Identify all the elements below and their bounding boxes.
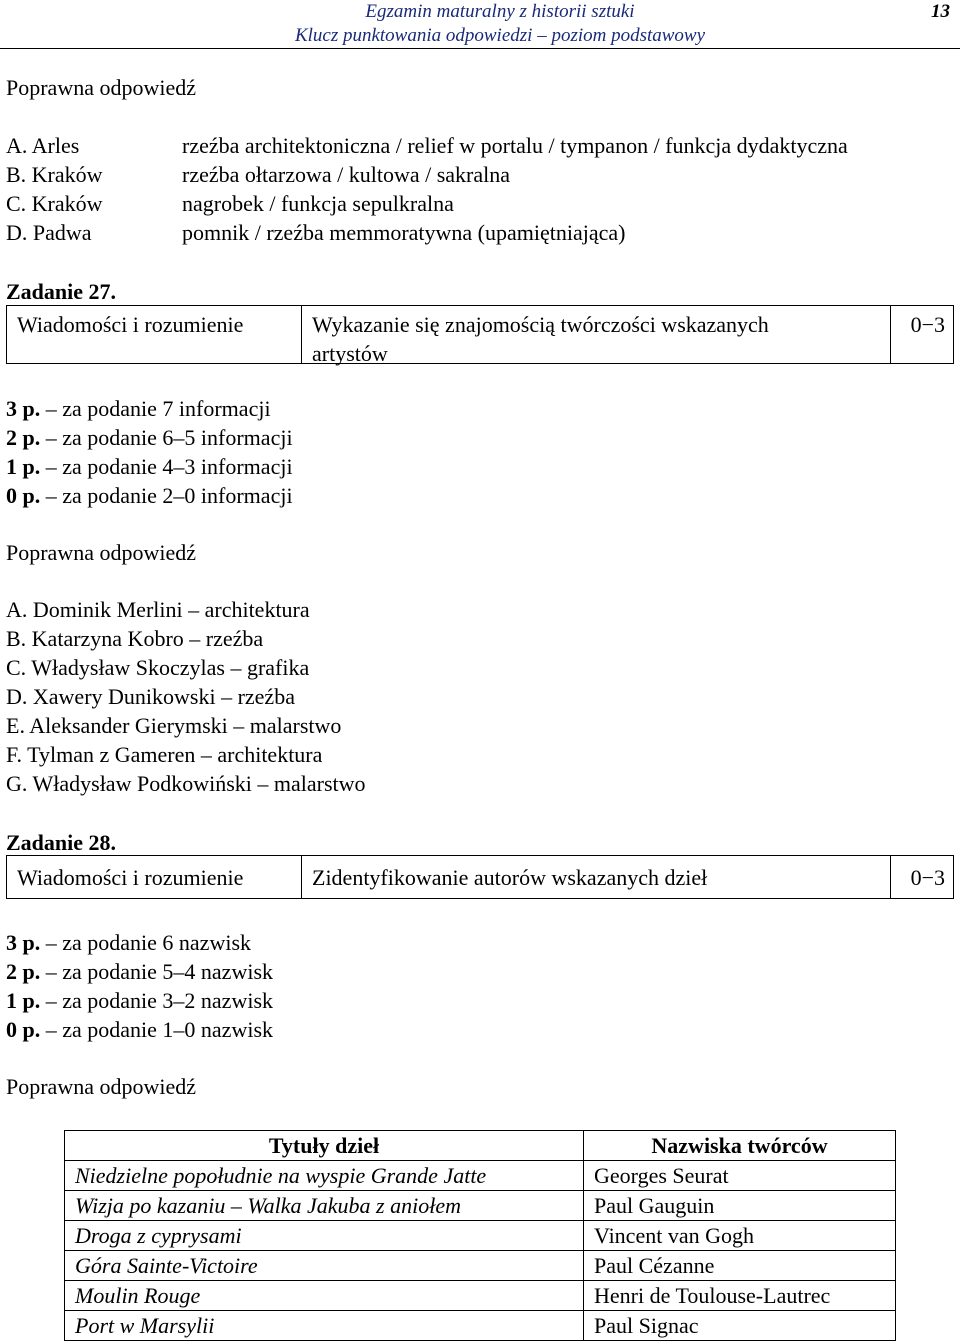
task27-answers [6,595,366,798]
scoring-line: 3 p. – za podanie 7 informacji [6,396,271,421]
scoring-line: 2 p. – za podanie 6–5 informacji [6,425,293,450]
task28-requirement: Zidentyfikowanie autorów wskazanych dzieł [302,856,891,898]
section1-heading: Poprawna odpowiedź [6,75,197,100]
task28-range: 0−3 [910,865,945,890]
page-number: 13 [931,1,950,22]
work-title: Droga z cyprysami [65,1221,584,1251]
table-row [65,1281,896,1311]
column-header-authors: Nazwiska twórców [584,1131,896,1161]
table-row [65,1221,896,1251]
work-author: Paul Gauguin [584,1191,896,1221]
task27-title: Zadanie 27. [6,279,117,304]
work-title: Port w Marsylii [65,1311,584,1341]
scoring-line: 1 p. – za podanie 4–3 informacji [6,454,293,479]
task27-area: Wiadomości i rozumienie [7,306,302,363]
list-item: G. Władysław Podkowiński – malarstwo [6,771,366,796]
work-author: Paul Cézanne [584,1251,896,1281]
work-author: Paul Signac [584,1311,896,1341]
list-item: A. Dominik Merlini – architektura [6,597,310,622]
table-row [65,1191,896,1221]
task28-answer-heading: Poprawna odpowiedź [6,1074,197,1099]
works-table [64,1130,896,1341]
table-header-row [65,1131,896,1161]
work-title: Góra Sainte-Victoire [65,1251,584,1281]
scoring-line: 3 p. – za podanie 6 nazwisk [6,930,252,955]
header-title [0,0,960,48]
list-item: C. Kraków nagrobek / funkcja sepulkralna [6,191,454,216]
task27-requirement: Wykazanie się znajomością twórczości wskazanych artystów [302,306,891,363]
list-item: B. Kraków rzeźba ołtarzowa / kultowa / sakralna [6,162,511,187]
scoring-line: 0 p. – za podanie 1–0 nazwisk [6,1017,274,1042]
column-header-titles: Tytuły dzieł [65,1131,584,1161]
list-item: F. Tylman z Gameren – architektura [6,742,323,767]
task28-requirements-box [6,855,954,899]
header-line-1: Egzamin maturalny z historii sztuki [365,1,635,22]
section1-list [6,131,848,247]
task27-answer-heading: Poprawna odpowiedź [6,540,197,565]
list-item: B. Katarzyna Kobro – rzeźba [6,626,264,651]
work-title: Niedzielne popołudnie na wyspie Grande Jatte [65,1161,584,1191]
list-item: D. Padwa pomnik / rzeźba memmoratywna (upamiętniająca) [6,220,626,245]
task27-range: 0−3 [910,312,945,337]
scoring-line: 1 p. – za podanie 3–2 nazwisk [6,988,274,1013]
header-line-2: Klucz punktowania odpowiedzi – poziom podstawowy [294,25,706,46]
work-author: Georges Seurat [584,1161,896,1191]
list-item: A. Arles rzeźba architektoniczna / relief w portalu / tympanon / funkcja dydaktyczna [6,133,848,158]
scoring-line: 0 p. – za podanie 2–0 informacji [6,483,293,508]
task28-area: Wiadomości i rozumienie [7,856,302,898]
work-title: Moulin Rouge [65,1281,584,1311]
work-author: Henri de Toulouse-Lautrec [584,1281,896,1311]
table-row [65,1251,896,1281]
work-title: Wizja po kazaniu – Walka Jakuba z aniołem [65,1191,584,1221]
work-author: Vincent van Gogh [584,1221,896,1251]
scoring-line: 2 p. – za podanie 5–4 nazwisk [6,959,274,984]
page-header [0,0,960,49]
task27-requirements-box [6,305,954,364]
list-item: E. Aleksander Gierymski – malarstwo [6,713,342,738]
task28-title: Zadanie 28. [6,830,117,855]
table-row [65,1161,896,1191]
task27-scoring [6,394,293,510]
table-row [65,1311,896,1341]
list-item: D. Xawery Dunikowski – rzeźba [6,684,295,709]
task28-scoring [6,928,273,1044]
list-item: C. Władysław Skoczylas – grafika [6,655,310,680]
